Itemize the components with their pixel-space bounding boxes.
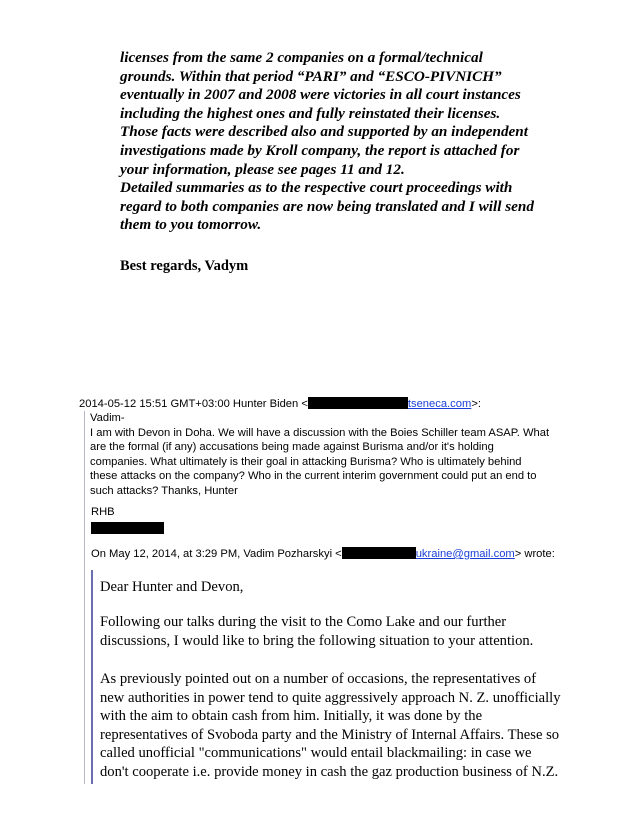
paragraph-line: Detailed summaries as to the respective court proceedings with — [120, 179, 513, 197]
reply-body — [90, 411, 590, 499]
quoted-header — [91, 547, 555, 562]
reply-line: are the formal (if any) accusations being made against Burisma and/or it's holding — [90, 441, 494, 454]
closing-signature: Best regards, Vadym — [120, 258, 249, 274]
reply-header-prefix: 2014-05-12 15:51 GMT+03:00 Hunter Biden < — [79, 398, 308, 410]
reply-line: these attacks on the company? Who in the current interim government could put an end to — [90, 470, 537, 483]
paragraph-line: your information, please see pages 11 and 12. — [120, 160, 405, 178]
reply-line: such attacks? Thanks, Hunter — [90, 484, 238, 497]
paragraph-line: representatives of Svoboda party and the Ministry of Internal Affairs. These so — [100, 726, 560, 743]
quoted-paragraph — [100, 670, 600, 782]
paragraph-line: called unofficial "communications" would entail blackmailing: in case we — [100, 745, 532, 762]
paragraph-line: Following our talks during the visit to the Como Lake and our further — [100, 614, 507, 630]
paragraph-line: licenses from the same 2 companies on a formal/technical — [120, 49, 483, 66]
paragraph-line: eventually in 2007 and 2008 were victories in all court instances — [120, 86, 521, 104]
paragraph-line: As previously pointed out on a number of occasions, the representatives of — [100, 671, 537, 687]
reply-line: companies. What ultimately is their goal in attacking Burisma? Who is ultimately behind — [90, 455, 522, 468]
paragraph-line: grounds. Within that period “PARI” and “ESCO-PIVNICH” — [120, 67, 502, 85]
quoted-sender-email-link[interactable]: ukraine@gmail.com — [415, 548, 515, 560]
redaction-bar — [91, 522, 164, 534]
quoted-header-prefix: On May 12, 2014, at 3:29 PM, Vadim Pozharskyi < — [91, 548, 342, 560]
paragraph-line: them to you tomorrow. — [120, 216, 262, 234]
greeting: Dear Hunter and Devon, — [100, 579, 244, 595]
redaction-bar — [308, 397, 408, 409]
reply-line: Vadim- — [90, 412, 125, 424]
paragraph-line: discussions, I would like to bring the following situation to your attention. — [100, 632, 534, 649]
quote-bar — [91, 570, 93, 784]
paragraph-line: with the aim to obtain cash from him. Initially, it was done by the — [100, 708, 483, 725]
paragraph-line: regard to both companies are now being translated and I will send — [120, 197, 534, 215]
paragraph-line: don't cooperate i.e. provide money in cash the gaz production business of N.Z. — [100, 763, 559, 780]
paragraph-line: new authorities in power tend to quite aggressively approach N. Z. unofficially — [100, 689, 561, 706]
paragraph-line: including the highest ones and fully reinstated their licenses. — [120, 104, 501, 122]
sender-email-link[interactable]: tseneca.com — [407, 398, 472, 410]
quoted-header-suffix: > wrote: — [514, 548, 555, 560]
reply-header — [79, 397, 481, 412]
redaction-bar — [342, 547, 416, 559]
quoted-paragraph — [100, 613, 600, 650]
quote-bar — [84, 411, 85, 784]
letter-paragraph — [120, 49, 600, 235]
reply-header-suffix: >: — [471, 398, 481, 410]
reply-signature: RHB — [91, 506, 115, 518]
paragraph-line: Those facts were described also and supported by an independent — [120, 123, 528, 141]
paragraph-line: investigations made by Kroll company, the report is attached for — [120, 141, 520, 159]
reply-line: I am with Devon in Doha. We will have a discussion with the Boies Schiller team ASAP. What — [90, 426, 550, 439]
